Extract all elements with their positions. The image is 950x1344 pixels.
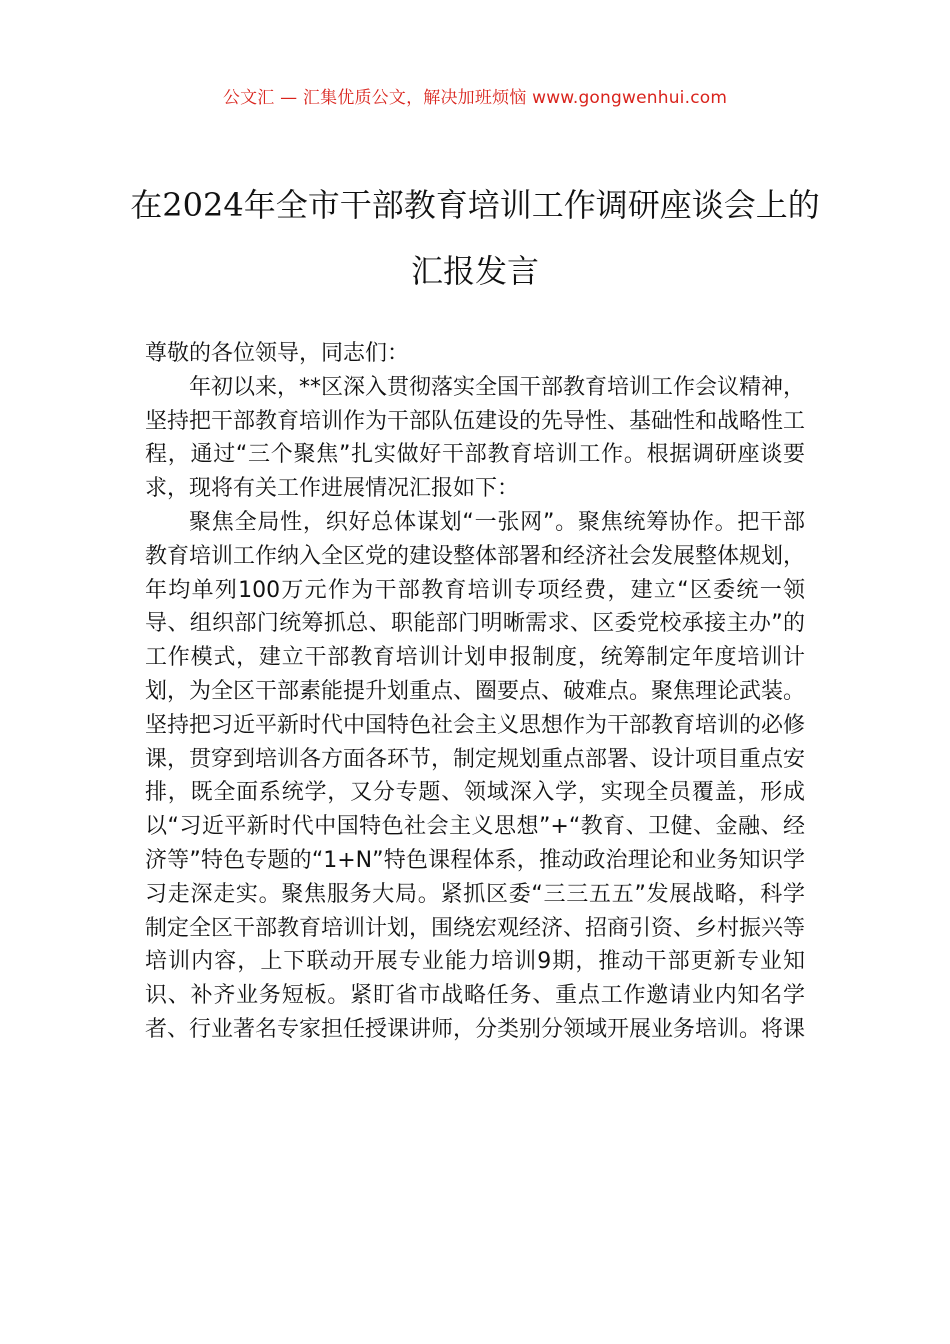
- document-body: [145, 337, 805, 1047]
- salutation: 尊敬的各位领导，同志们：: [145, 341, 410, 366]
- paragraph-intro: 年初以来，**区深入贯彻落实全国干部教育培训工作会议精神，坚持把干部教育培训作为干部队伍建设的先导性、基础性和战略性工程，通过“三个聚焦”扎实做好干部教育培训工作。根据调研座谈要求，现将有关工作进展情况汇报如下：: [145, 374, 806, 502]
- paragraph-focus-overall: 聚焦全局性，织好总体谋划“一张网”。聚焦统筹协作。把干部教育培训工作纳入全区党的建设整体部署和经济社会发展整体规划，年均单列100万元作为干部教育培训专项经费，建立“区委统一领导、组织部门统筹抓总、职能部门明晰需求、区委党校承接主办”的工作模式，建立干部教育培训计划申报制度，统筹制定年度培训计划，为全区干部素能提升划重点、圈要点、破难点。聚焦理论武装。坚持把习近平新时代中国特色社会主义思想作为干部教育培训的必修课，贯穿到培训各方面各环节，制定规划重点部署、设计项目重点安排，既全面系统学，又分专题、领域深入学，实现全员覆盖，形成以“习近平新时代中国特色社会主义思想”+“教育、卫健、金融、经济等”特色专题的“1+N”特色课程体系，推动政治理论和业务知识学习走深走实。聚焦服务大局。紧抓区委“三三五五”发展战略，科学制定全区干部教育培训计划，围绕宏观经济、招商引资、乡村振兴等培训内容，上下联动开展专业能力培训9期，推动干部更新专业知识、补齐业务短板。紧盯省市战略任务、重点工作邀请业内知名学者、行业著名专家担任授课讲师，分类别分领域开展业务培训。将课: [145, 509, 806, 1042]
- site-header-banner: 公文汇 — 汇集优质公文，解决加班烦恼 www.gongwenhui.com: [222, 88, 728, 108]
- document-title: 在2024年全市干部教育培训工作调研座谈会上的汇报发言: [130, 186, 820, 290]
